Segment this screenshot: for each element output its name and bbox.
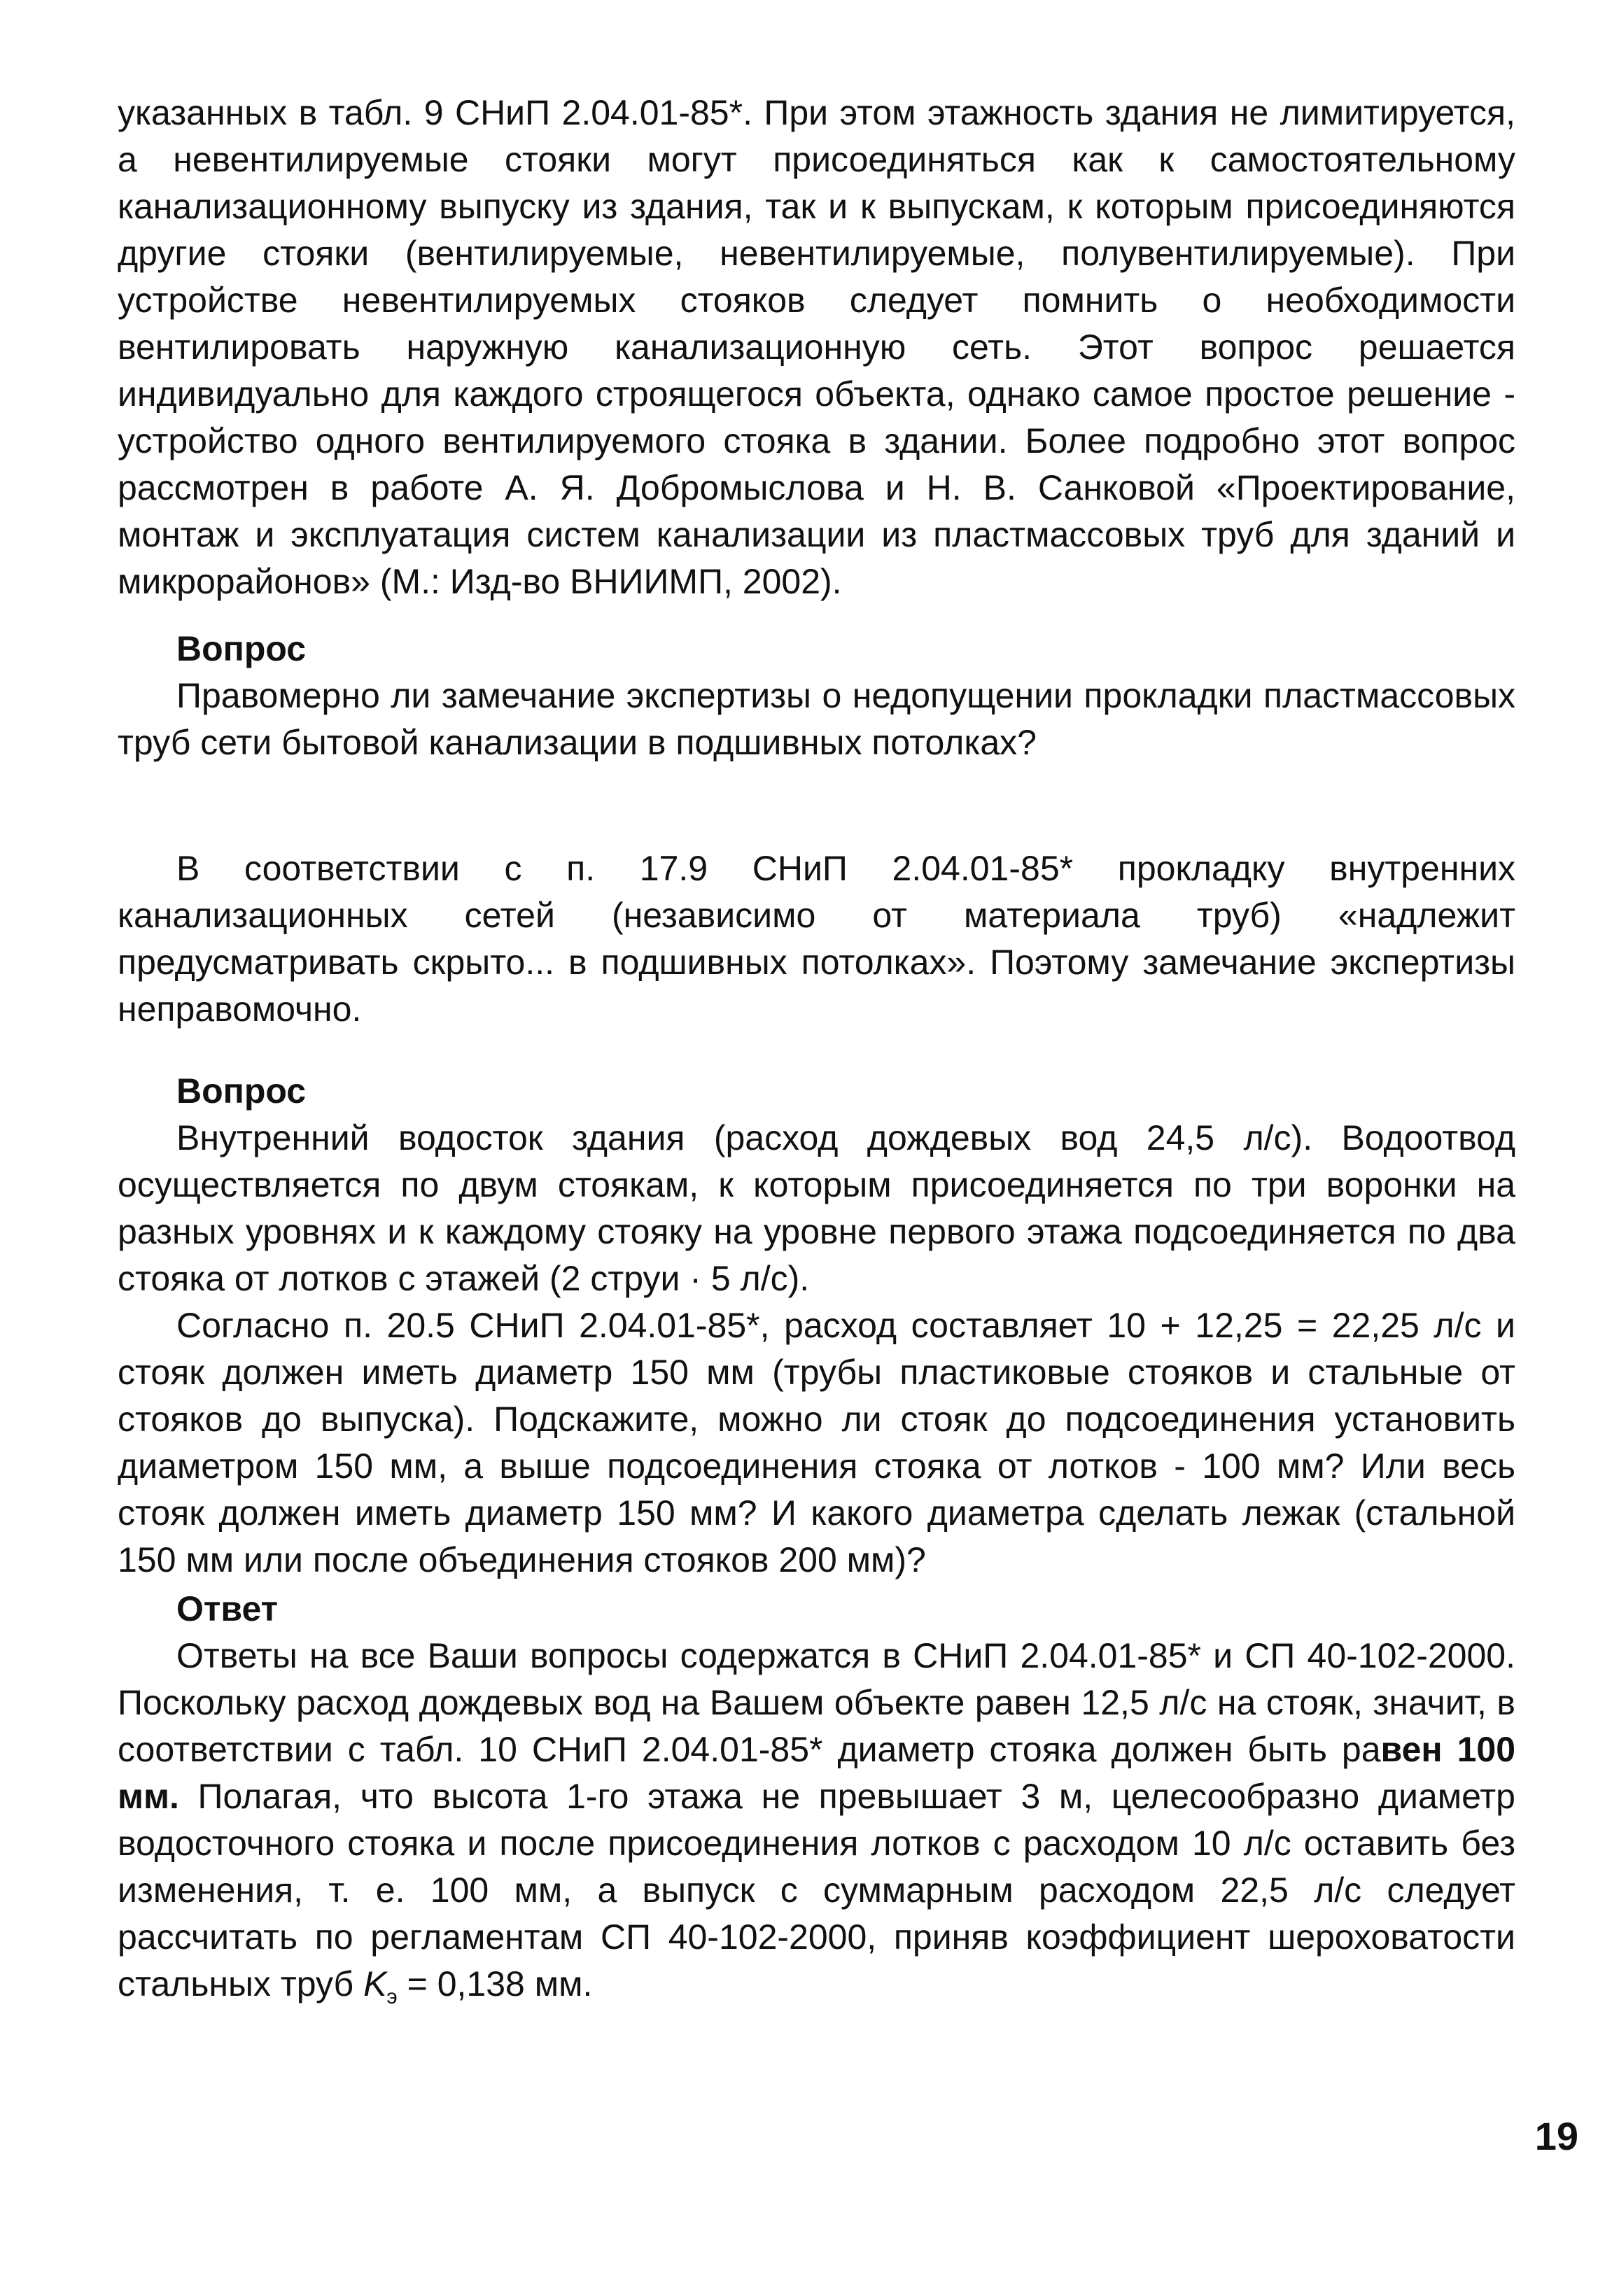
qa2-answer-text: [118, 1633, 1515, 2008]
qa2-answer-heading: Ответ: [176, 1589, 279, 1628]
qa2-question-heading: Вопрос: [176, 1071, 307, 1111]
qa2-question-section: [118, 1068, 1515, 1584]
qa1-answer-section: [118, 845, 1515, 1033]
intro-paragraph: указанных в табл. 9 СНиП 2.04.01-85*. При этом этажность здания не лимитируется, а невентилируемые стояки могут присоединяться как к самостоятельному канализационному выпуску из здания, так и к выпускам, к которым присоединяются другие стояки (вентилируемые, невентилируемые, полувентилируемые). При устройстве невентилируемых стояков следует помнить о необходимости вентилировать наружную канализационную сеть. Этот вопрос решается индивидуально для каждого строящегося объекта, однако самое простое решение - устройство одного вентилируемого стояка в здании. Более подробно этот вопрос рассмотрен в работе А. Я. Добромыслова и Н. В. Санковой «Проектирование, монтаж и эксплуатация систем канализации из пластмассовых труб для зданий и микрорайонов» (М.: Изд-во ВНИИМП, 2002).: [118, 93, 1515, 601]
qa2-question-paragraph-1: Внутренний водосток здания (расход дождевых вод 24,5 л/с). Водоотвод осуществляется по двум стоякам, к которым присоединяется по три воронки на разных уровнях и к каждому стояку на уровне первого этажа подсоединяется по два стояка от лотков с этажей (2 струи · 5 л/с).: [118, 1118, 1515, 1298]
qa1-question-heading: Вопрос: [176, 629, 307, 668]
coefficient-symbol: K: [363, 1964, 387, 2003]
document-page: [118, 0, 1515, 2296]
qa2-answer-part-1: Ответы на все Ваши вопросы содержатся в СНиП 2.04.01-85* и СП 40-102-2000. Поскольку расход дождевых вод на Вашем объекте равен 12,5 л/с на стояк, значит, в соответствии с табл. 10 СНиП 2.04.01-85* диаметр стояка должен быть ра: [118, 1636, 1515, 1769]
qa2-question-paragraph-2: Согласно п. 20.5 СНиП 2.04.01-85*, расход составляет 10 + 12,25 = 22,25 л/с и стояк должен иметь диаметр 150 мм (трубы пластиковые стояков и стальные от стояков до выпуска). Подскажите, можно ли стояк до подсоединения установить диаметром 150 мм, а выше подсоединения стояка от лотков - 100 мм? Или весь стояк должен иметь диаметр 150 мм? И какого диаметра сделать лежак (стальной 150 мм или после объединения стояков 200 мм)?: [118, 1306, 1515, 1579]
coefficient-subscript: э: [386, 1985, 398, 2008]
qa2-answer-bold: вен 100 мм.: [118, 1730, 1516, 1816]
qa2-answer-section: [118, 1586, 1515, 2008]
page-number: 19: [1534, 2114, 1578, 2158]
qa1-question-section: [118, 626, 1515, 766]
qa1-answer-text: В соответствии с п. 17.9 СНиП 2.04.01-85* прокладку внутренних канализационных сетей (независимо от материала труб) «надлежит предусматривать скрыто... в подшивных потолках». Поэтому замечание экспертизы неправомочно.: [118, 849, 1515, 1029]
qa1-question-text: Правомерно ли замечание экспертизы о недопущении прокладки пластмассовых труб сети бытовой канализации в подшивных потолках?: [118, 676, 1515, 762]
qa2-answer-end: = 0,138 мм.: [397, 1964, 593, 2003]
intro-section: [118, 90, 1515, 605]
qa2-answer-part-2: Полагая, что высота 1-го этажа не превышает 3 м, целесообразно диаметр водосточного стояка и после присоединения лотков с расходом 10 л/с оставить без изменения, т. е. 100 мм, а выпуск с суммарным расходом 22,5 л/с следует рассчитать по регламентам СП 40-102-2000, приняв коэффициент шероховатости стальных труб: [118, 1777, 1515, 2003]
